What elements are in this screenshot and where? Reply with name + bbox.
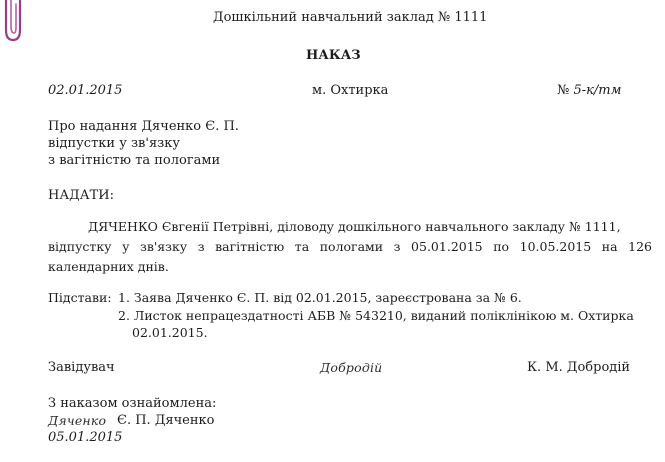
acknowledgement-date: 05.01.2015 [48,430,123,445]
signatory-name: К. М. Добродій [527,360,631,375]
acknowledgement-label: З наказом ознайомлена: [48,396,217,411]
grounds-label: Підстави: [48,290,112,305]
director-signature: Добродій [320,360,383,375]
employee-signature: Дяченко [48,413,107,428]
paperclip-icon [0,0,34,48]
document-title: НАКАЗ [306,48,361,63]
number-value: 5-к/тм [573,83,622,98]
subject-line-2: відпустки у зв'язку [48,136,181,151]
grounds-item-1: 1. Заява Дяченко Є. П. від 02.01.2015, зареєстрована за № 6. [118,290,522,305]
institution-name: Дошкільний навчальний заклад № 1111 [213,10,488,25]
signatory-position: Завідувач [48,360,115,375]
order-body-line-2: відпустку у зв'язку з вагітністю та пологами з 05.01.2015 по 10.05.2015 на 126 календарних днів. [48,239,652,274]
employee-name: Є. П. Дяченко [117,413,215,428]
order-date: 02.01.2015 [48,83,123,98]
grounds-item-2-line-2: 02.01.2015. [132,325,208,340]
order-number [557,83,621,98]
number-prefix: № [557,83,570,98]
order-body-line-1: ДЯЧЕНКО Євгенії Петрівні, діловоду дошкільного навчального закладу № 1111, [88,219,621,234]
subject-line-1: Про надання Дяченко Є. П. [48,119,239,134]
order-directive: НАДАТИ: [48,188,114,203]
subject-line-3: з вагітністю та пологами [48,153,221,168]
grounds-item-2-line-1: 2. Листок непрацездатності АБВ № 543210, виданий поліклінікою м. Охтирка [118,308,634,323]
order-city: м. Охтирка [312,83,389,98]
